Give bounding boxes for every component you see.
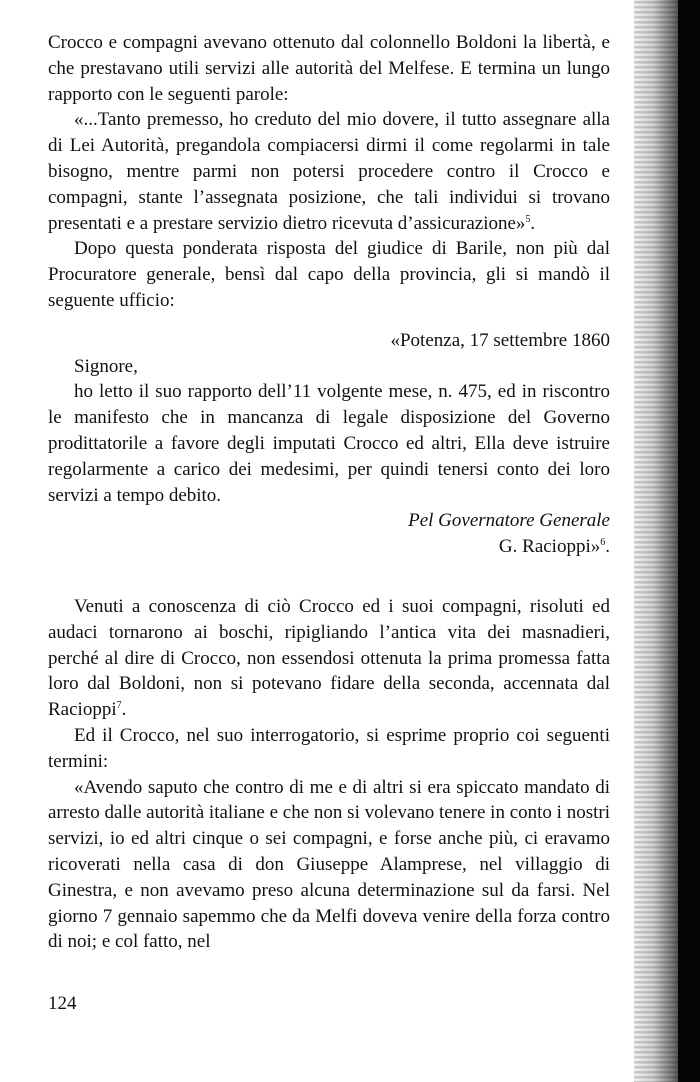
letter-date: «Potenza, 17 settembre 1860 xyxy=(390,329,610,351)
paragraph-text: G. Racioppi» xyxy=(498,536,601,558)
paragraph: Venuti a conoscenza di ciò Crocco ed i suoi compagni, risoluti ed audaci tornarono ai boschi, ripigliando l’antica vita dei masnadieri, perché al dire di Crocco, non essendosi ottenuta la prima promessa fatta loro dal Boldoni, non si potevano fidare della seconda, accennata dal Racioppi$^7$. xyxy=(48,595,610,721)
footnote-marker: 6 xyxy=(600,537,606,549)
paragraph-text: Venuti a conoscenza di ciò Crocco ed i suoi compagni, risoluti ed audaci tornarono ai boschi, ripigliando l’antica vita dei masnadieri, perché al dire di Crocco, non essendosi ottenuta la prima promessa fatta loro dal Boldoni, non si potevano fidare della seconda, accennata dal Racioppi xyxy=(48,595,610,721)
footnote-marker: 7 xyxy=(116,700,122,712)
paragraph-text: «...Tanto premesso, ho creduto del mio dovere, il tutto assegnare alla di Lei Autorità, pregandola compiacersi dirmi il come regolarmi in tale bisogno, mentre parmi non potersi procedere contro il Crocco e compagni, stante l’assegnata posizione, che tali individui si trovano presentati e a prestare servizio dietro ricevuta d’assicurazione» xyxy=(48,109,610,234)
paragraph xyxy=(48,236,610,313)
letter-body xyxy=(48,379,610,508)
paragraph-text: Crocco e compagni avevano ottenuto dal colonnello Boldoni la libertà, e che prestavano utili servizi alle autorità del Melfese. E termina un lungo rapporto con le seguenti parole: xyxy=(48,32,610,105)
quoted-testimony xyxy=(48,775,610,956)
body-text xyxy=(48,30,610,955)
signature-title: Pel Governatore Generale xyxy=(408,510,610,532)
book-spine-edge xyxy=(678,0,700,1082)
paragraph xyxy=(48,723,610,775)
paragraph xyxy=(48,30,610,107)
paragraph-text: Dopo questa ponderata risposta del giudice di Barile, non più dal Procuratore generale, bensì dal capo della provincia, gli si mandò il seguente ufficio: xyxy=(48,238,610,311)
paragraph-text: «Avendo saputo che contro di me e di altri si era spiccato mandato di arresto dalle autorità italiane e che non si volevano tenere in conto i nostri servizi, io ed altri cinque o sei compagni, e forse anche più, ci eravamo ricoverati nella casa di don Giuseppe Alamprese, nel villaggio di Ginestra, e non avevamo preso alcuna determinazione sul da farsi. Nel giorno 7 gennaio sapemmo che da Melfi doveva venire della forza contro di noi; e col fatto, nel xyxy=(48,776,610,953)
quoted-report: «...Tanto premesso, ho creduto del mio dovere, il tutto assegnare alla di Lei Autorità, pregandola compiacersi dirmi il come regolarmi in tale bisogno, mentre parmi non potersi procedere contro il Crocco e compagni, stante l’assegnata posizione, che tali individui si trovano presentati e a prestare servizio dietro ricevuta d’assicurazione»$^5$. xyxy=(48,109,610,234)
paragraph-text: ho letto il suo rapporto dell’11 volgente mese, n. 475, ed in riscontro le manifesto che in mancanza di legale disposizione del Governo prodittatorile a favore degli imputati Crocco ed altri, Ella deve istruire regolarmente a carico dei medesimi, per quindi tenersi conto dei loro servizi a tempo debito. xyxy=(48,381,610,506)
page-number: 124 xyxy=(48,993,77,1014)
signature-name: G. Racioppi»$^6$. xyxy=(498,536,610,558)
paragraph-text: Ed il Crocco, nel suo interrogatorio, si esprime proprio coi seguenti termini: xyxy=(48,724,610,772)
footnote-marker: 5 xyxy=(525,213,531,225)
letter-salutation: Signore, xyxy=(74,355,138,377)
